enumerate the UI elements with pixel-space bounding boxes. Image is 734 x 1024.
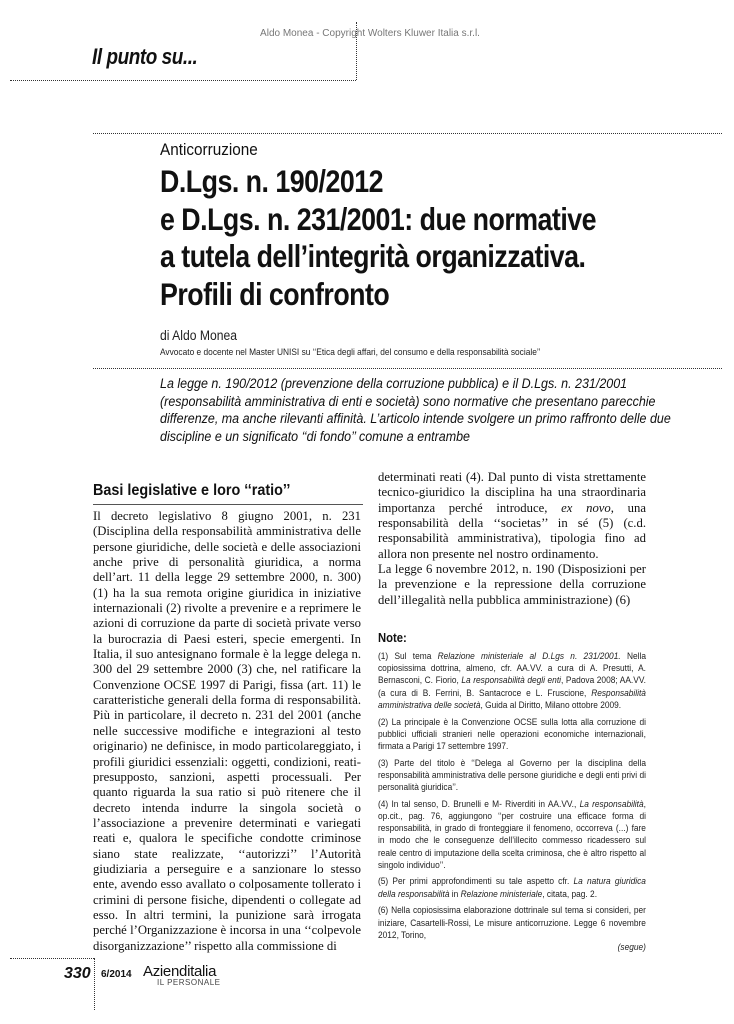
- body-paragraph: La legge 6 novembre 2012, n. 190 (Disposizioni per la prevenzione e la repressione della corruzione dell’illegalità nella pubblica amministrazione) (6): [378, 562, 646, 607]
- footnote-4: (4) In tal senso, D. Brunelli e M- Riverditi in AA.VV., La responsabilità, op.cit., pag. 76, aggiungono ‘‘per costruire una efficace forma di responsabilità, in grado di fronteggiare il fenomeno, occorreva (...) fare in modo che le conseguenze dell’illecito commesso ricadessero sul reale centro di imputazione della scelta criminosa, che è altro rispetto al singolo individuo’’.: [378, 798, 646, 871]
- body-paragraph: Il decreto legislativo 8 giugno 2001, n. 231 (Disciplina della responsabilità amministrativa delle persone giuridiche, delle società e delle associazioni anche prive di personalità giuridica, a norma dell’art. 11 della legge 29 settembre 2000, n. 300) (1) ha la sua remota origine giuridica in iniziative internazionali (2) rivolte a prevenire e a reprimere le azioni di corruzione da parte di società private verso la burocrazia di Paesi esteri, specie emergenti. In Italia, il suo antesignano formale è la legge delega n. 300 del 29 settembre 2000 (3) che, nel ratificare la Convenzione OCSE 1997 di Parigi, fissa (art. 11) le caratteristiche generali della forma di responsabilità. Più in particolare, il decreto n. 231 del 2001 (anche nelle successive modifiche e integrazioni al testo originario) ne definisce, in modo particolareggiato, i profili giuridici essenziali: oggetti, condizioni, reati-presupposto, sanzioni, aspetti processuali. Per quanto riguarda la sua ratio si può ritenere che il decreto intenda indurre la singola società o l’associazione a prevenire determinati e variegati reati e, qualora le specifiche condotte criminose siano state realizzate, ‘‘autorizzi’’ l’Autorità giudiziaria a perseguire e a sanzionare lo stesso ente, avendo esso avallato o colposamente tollerato i crimini di persone fisiche, dipendenti o collegate ad esso. In altri termini, la punizione sarà irrogata perché l’Organizzazione è incorsa in una ‘‘colpevole disorganizzazione’’ rispetto alla commissione di: [93, 509, 361, 953]
- magazine-logo: Azienditalia: [143, 963, 217, 980]
- notes-title: Note:: [378, 631, 407, 645]
- article-topic: Anticorruzione: [160, 140, 258, 159]
- footnote-1: (1) Sul tema Relazione ministeriale al D.Lgs n. 231/2001. Nella copiosissima dottrina, almeno, cfr. AA.VV. a cura di A. Presutti, A. Bernasconi, C. Fiorio, La responsabilità degli enti, Padova 2008; AA.VV. (a cura di B. Ferrini, B. Santacroce e L. Fruscione, Responsabilità amministrativa delle società, Guida al Diritto, Milano ottobre 2009.: [378, 651, 646, 711]
- footnote-2: (2) La principale è la Convenzione OCSE sulla lotta alla corruzione di pubblici ufficiali stranieri nelle operazioni economiche internazionali, firmata a Parigi 17 settembre 1997.: [378, 716, 646, 752]
- body-column-left: [93, 509, 361, 954]
- continued-label: (segue): [617, 942, 646, 954]
- header-dotted-rule: [10, 80, 356, 81]
- section-heading: Basi legislative e loro ‘‘ratio’’: [93, 482, 291, 499]
- footer-dotted-rule: [10, 958, 94, 959]
- article-title: [160, 163, 636, 313]
- title-line: D.Lgs. n. 190/2012: [160, 163, 383, 199]
- title-top-dotted-rule: [93, 133, 722, 134]
- title-line: Profili di confronto: [160, 275, 390, 312]
- body-column-right: [378, 470, 646, 608]
- footnotes: [378, 651, 646, 959]
- author-dotted-rule: [93, 368, 722, 369]
- section-label: Il punto su...: [92, 44, 198, 69]
- issue-number: 6/2014: [101, 969, 132, 980]
- copyright-notice: Aldo Monea - Copyright Wolters Kluwer Italia s.r.l.: [260, 28, 480, 39]
- article-abstract: La legge n. 190/2012 (prevenzione della corruzione pubblica) e il D.Lgs. n. 231/2001 (responsabilità amministrativa di enti e società) sono normative che presentano parecchie differenze, ma anche rilevanti affinità. L’articolo intende svolgere un primo raffronto delle due discipline e un significato ‘‘di fondo’’ comune a entrambe: [160, 376, 671, 445]
- article-author: di Aldo Monea: [160, 328, 238, 343]
- magazine-subtitle: IL PERSONALE: [157, 978, 221, 987]
- section-heading-rule: [93, 504, 363, 505]
- page-number: 330: [64, 965, 91, 982]
- footnote-3: (3) Parte del titolo è ‘‘Delega al Governo per la disciplina della responsabilità amministrativa delle persone giuridiche e degli enti privi di personalità giuridica’’.: [378, 757, 646, 794]
- title-line: a tutela dell’integrità organizzativa.: [160, 238, 586, 274]
- author-bio: Avvocato e docente nel Master UNISI su ‘‘Etica degli affari, del consumo e della responsabilità sociale’’: [160, 347, 541, 358]
- footer-dotted-divider: [94, 958, 95, 1010]
- footnote-5: (5) Per primi approfondimenti su tale aspetto cfr. La natura giuridica della responsabilità in Relazione ministeriale, citata, pag. 2.: [378, 876, 646, 900]
- body-paragraph: determinati reati (4). Dal punto di vista strettamente tecnico-giuridico la disciplina ha una straordinaria importanza perché introduce, ex novo, una responsabilità della ‘‘societas’’ in sé (5) (c.d. responsabilità amministrativa), tipologia fino ad allora non presente nel nostro ordinamento.: [378, 470, 646, 561]
- title-line: e D.Lgs. n. 231/2001: due normative: [160, 200, 597, 237]
- footnote-6: (6) Nella copiosissima elaborazione dottrinale sul tema si consideri, per iniziare, Casartelli-Rossi, Le misure anticorruzione. Legge 6 novembre 2012, Torino,: [378, 905, 646, 941]
